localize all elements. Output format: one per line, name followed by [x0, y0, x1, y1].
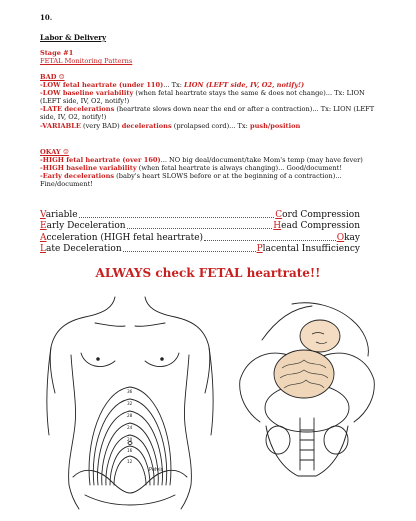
- svg-text:24: 24: [127, 425, 133, 430]
- bad-section: [40, 73, 376, 130]
- okay-item-3: -Early decelerations (baby's heart SLOWS before or at the beginning of a contraction)... Fine/document!: [40, 172, 342, 189]
- always-check-heading: ALWAYS check FETAL heartrate!!: [95, 266, 321, 280]
- bad-item-4-key: VARIABLE: [42, 121, 81, 130]
- veal-chop-mnemonic: [40, 209, 360, 255]
- fundal-height-torso-illustration: [45, 295, 215, 510]
- bad-item-2-tx: LION (LEFT side, IV, O2, notify!): [40, 89, 365, 106]
- page-number: 10.: [40, 13, 53, 22]
- stage-subtitle: FETAL Monitoring Patterns: [40, 57, 133, 65]
- svg-text:32: 32: [127, 401, 133, 406]
- bad-item-4-tx: push/position: [249, 121, 301, 130]
- okay-section: [40, 148, 376, 188]
- svg-text:12: 12: [127, 459, 133, 464]
- svg-text:28: 28: [127, 413, 133, 418]
- fetal-head-pelvis-illustration: [232, 300, 382, 495]
- mnemonic-row: Late Deceleration Placental Insufficiency: [40, 244, 360, 254]
- stage-label: Stage #1: [40, 49, 74, 57]
- bad-item-1-tx: LION (LEFT side, IV, O2, notify!): [184, 81, 305, 90]
- mnemonic-row: Early Deceleration Head Compression: [40, 221, 360, 231]
- mnemonic-row: Variable Cord Compression: [40, 209, 360, 220]
- okay-heading: OKAY ☺: [40, 148, 69, 156]
- bad-heading: BAD ☹: [40, 73, 65, 81]
- okay-item-2: -HIGH baseline variability (when fetal heartrate is always changing)... Good/document!: [40, 164, 342, 173]
- bad-item-2: -LOW baseline variability (when fetal heartrate stays the same & does not change)... Tx: LION (LEFT side, IV, O2, notify!): [40, 89, 365, 106]
- svg-text:20: 20: [127, 437, 133, 442]
- bad-item-3-key: LATE decelerations: [42, 105, 115, 114]
- mnemonic-row: Acceleration (HIGH fetal heartrate) Okay: [40, 232, 360, 243]
- bad-item-1-key: LOW fetal heartrate (under 110): [42, 81, 164, 90]
- okay-item-1: -HIGH fetal heartrate (over 160)... NO big deal/document/take Mom's temp (may have fever): [40, 156, 363, 165]
- okay-item-1-key: HIGH fetal heartrate (over 160): [42, 156, 161, 165]
- bad-item-3-tx: LION (LEFT side, IV, O2, notify!): [40, 105, 375, 122]
- okay-item-2-key: HIGH baseline variability: [42, 164, 137, 173]
- bad-item-1: -LOW fetal heartrate (under 110)... Tx: LION (LEFT side, IV, O2, notify!): [40, 81, 305, 90]
- stage-heading: [40, 49, 132, 65]
- bad-item-3: -LATE decelerations (heartrate slows down near the end or after a contraction)... Tx: LION (LEFT side, IV, O2, notify!): [40, 105, 375, 122]
- okay-item-3-key: Early decelerations: [42, 172, 115, 181]
- bad-item-2-key: LOW baseline variability: [42, 89, 134, 98]
- svg-text:16: 16: [127, 448, 133, 453]
- page-title: Labor & Delivery: [40, 33, 107, 42]
- bad-item-4: -VARIABLE (very BAD) decelerations (prolapsed cord)... Tx: push/position: [40, 121, 301, 130]
- svg-text:36: 36: [127, 389, 133, 394]
- pelvis-label: Pelvis: [149, 467, 164, 473]
